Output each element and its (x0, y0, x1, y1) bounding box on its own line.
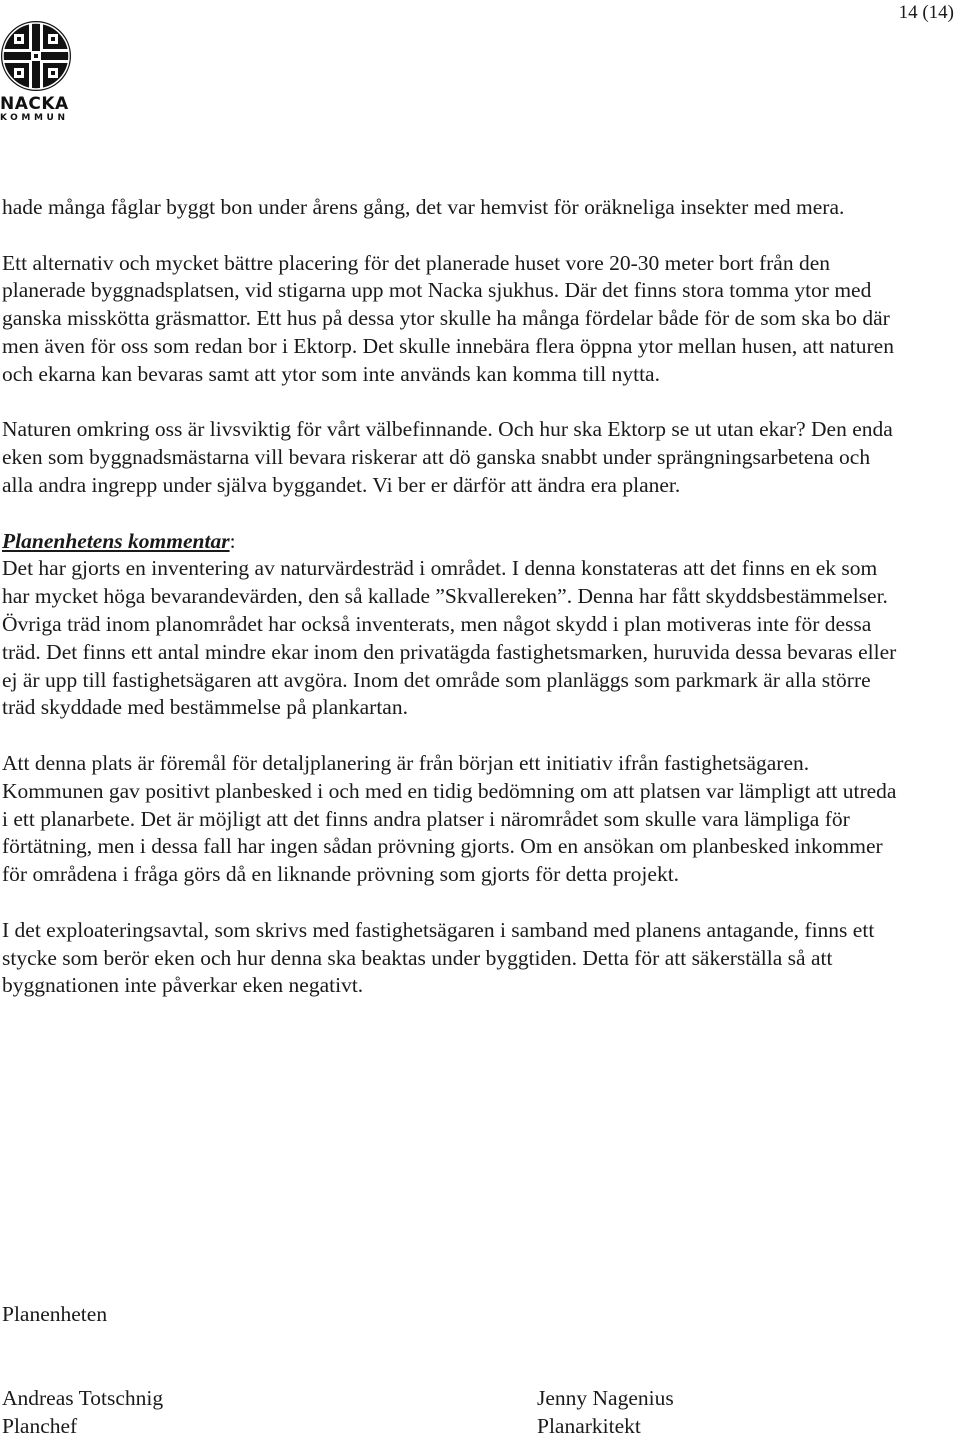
signatory-name: Jenny Nagenius (537, 1386, 674, 1410)
nacka-logo (0, 20, 74, 124)
paragraph: Naturen omkring oss är livsviktig för vårt välbefinnande. Och hur ska Ektorp se ut utan ekar? Den enda eken som byggnadsmästarna vill bevara riskerar att dö ganska snabbt under sprängningsarbetena och alla andra ingrepp under själva byggandet. Vi ber er därför att ändra era planer. (2, 417, 893, 497)
paragraph: hade många fåglar byggt bon under årens gång, det var hemvist för oräkneliga insekter med mera. (2, 195, 845, 219)
comment-paragraph: I det exploateringsavtal, som skrivs med fastighetsägaren i samband med planens antagande, finns ett stycke som berör eken och hur denna ska beaktas under byggtiden. Detta för att säkerställa så att byggnationen inte påverkar eken negativt. (2, 917, 875, 998)
document-body (2, 194, 902, 1028)
signatory-name: Andreas Totschnig (2, 1386, 164, 1410)
signature-block (537, 1385, 674, 1441)
nacka-coat-of-arms-icon (0, 20, 72, 92)
comment-paragraph: Det har gjorts en inventering av naturvärdesträd i området. I denna konstateras att det finns en ek som har mycket höga bevarandevärden, den så kallade ”Skvallereken”. Denna har fått skyddsbestämmelser. Övriga träd inom planområdet har också inventerats, men något skydd i plan motiveras inte för dessa träd. Det finns ett antal mindre ekar inom den privatägda fastighetsmarken, huruvida dessa bevaras eller ej är upp till fastighetsägaren att avgöra. Inom det område som planläggs som parkmark är alla större träd skyddade med bestämmelse på plankartan. (2, 556, 897, 720)
comment-heading-suffix: : (229, 528, 236, 553)
comment-heading: Planenhetens kommentar (2, 528, 230, 553)
signature-block (2, 1385, 163, 1441)
comment-heading-line (2, 528, 902, 556)
footer-unit: Planenheten (2, 1302, 108, 1326)
comment-paragraph: Att denna plats är föremål för detaljplanering är från början ett initiativ ifrån fastighetsägaren. Kommunen gav positivt planbesked i och med en tidig bedömning om att platsen var lämpligt att utreda i ett planarbete. Det är möjligt att det finns andra platser i närområdet som skulle vara lämpliga för förtätning, men i dessa fall har ingen sådan prövning gjorts. Om en ansökan om planbesked inkommer för områdena i fråga görs då en liknande prövning som gjorts för detta projekt. (2, 750, 897, 887)
paragraph: Ett alternativ och mycket bättre placering för det planerade huset vore 20-30 meter bort från den planerade byggnadsplatsen, vid stigarna upp mot Nacka sjukhus. Där det finns stora tomma ytor med ganska misskötta gräsmattor. Ett hus på dessa ytor skulle ha många fördelar både för de som ska bo där men även för oss som redan bor i Ektorp. Det skulle innebära flera öppna ytor mellan husen, att naturen och ekarna kan bevaras samt att ytor som inte används kan komma till nytta. (2, 250, 894, 386)
logo-name: NACKA (0, 94, 69, 114)
signatory-title: Planchef (2, 1413, 78, 1438)
signatory-title: Planarkitekt (537, 1413, 641, 1438)
page-number: 14 (14) (898, 2, 954, 23)
logo-subtitle: KOMMUN (0, 113, 69, 123)
